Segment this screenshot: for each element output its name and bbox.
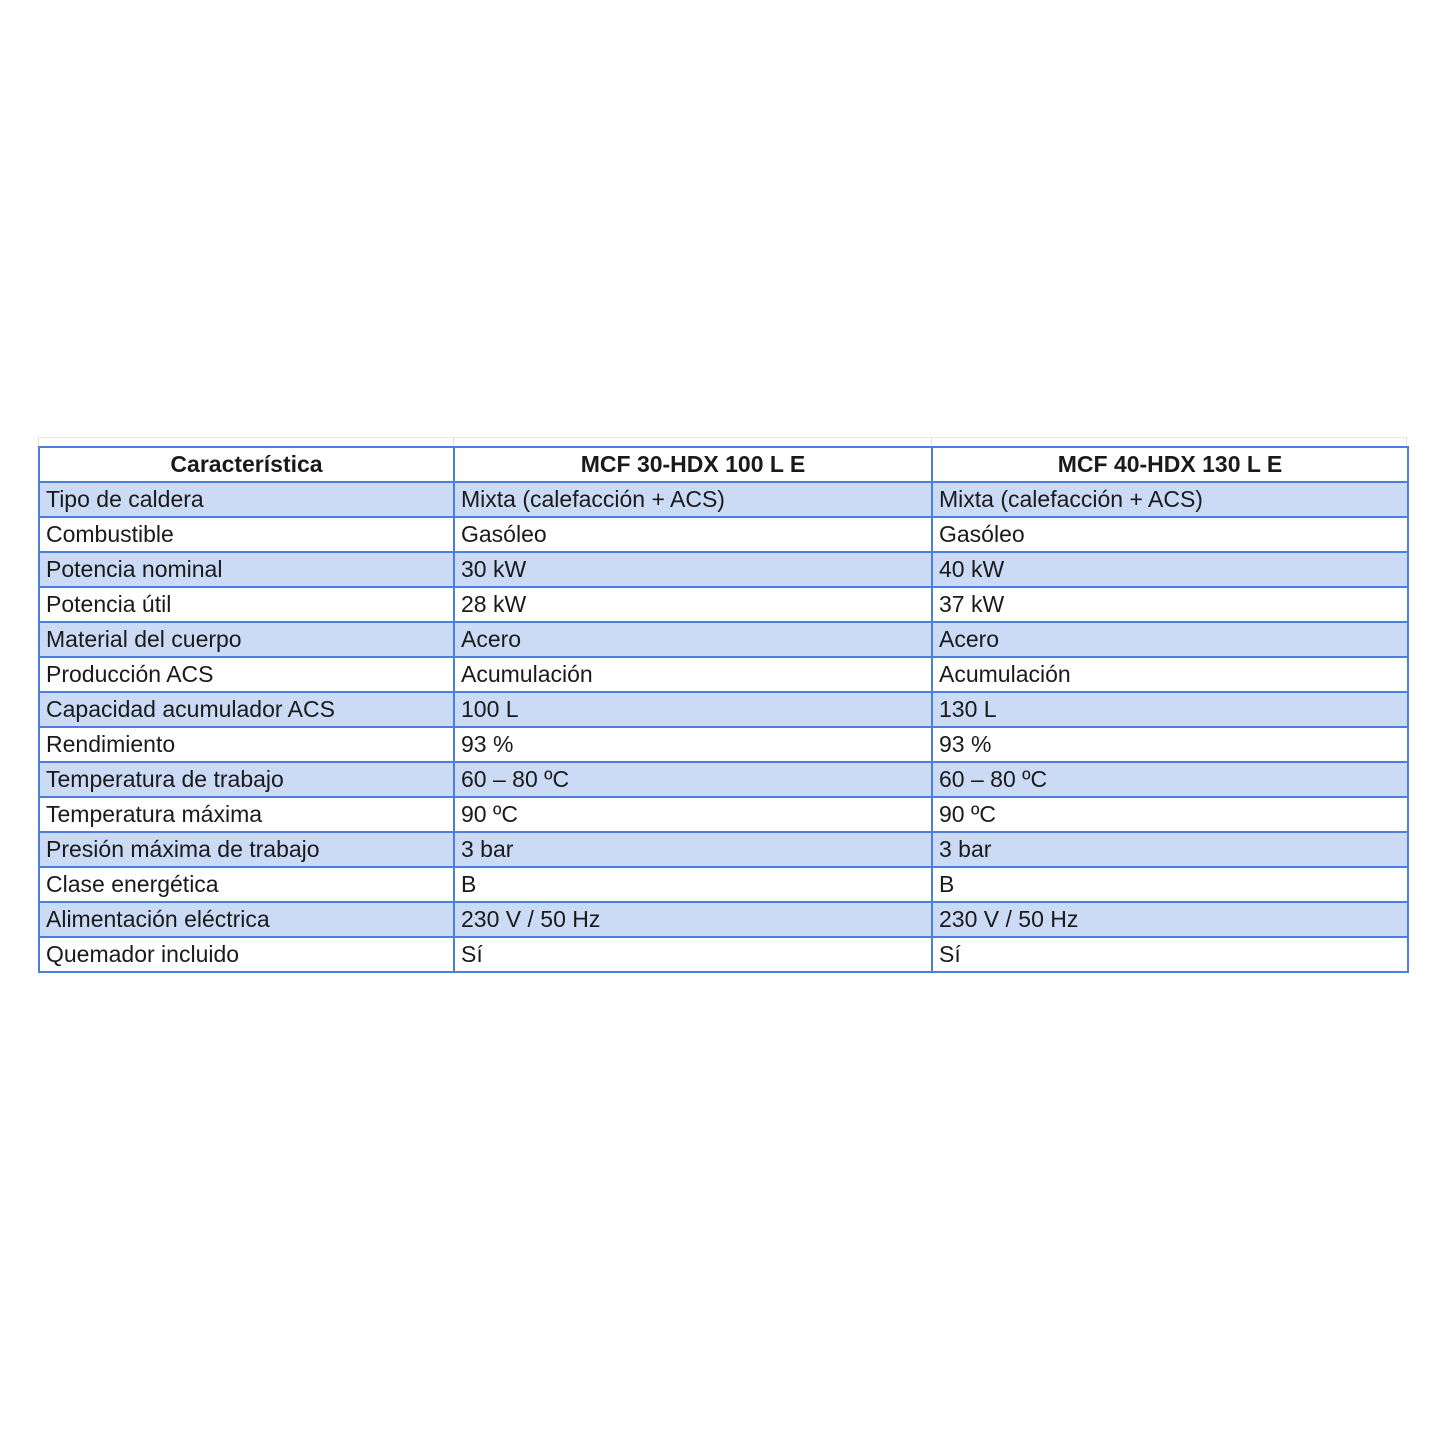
cell-model-40[interactable]: 60 – 80 ºC bbox=[932, 762, 1408, 797]
table-row bbox=[39, 797, 1408, 832]
gridline-top bbox=[38, 437, 1407, 438]
cell-model-30[interactable]: 60 – 80 ºC bbox=[454, 762, 932, 797]
row-label[interactable]: Presión máxima de trabajo bbox=[39, 832, 454, 867]
cell-model-30[interactable]: Gasóleo bbox=[454, 517, 932, 552]
cell-model-40[interactable]: 90 ºC bbox=[932, 797, 1408, 832]
row-label[interactable]: Material del cuerpo bbox=[39, 622, 454, 657]
cell-model-30[interactable]: Sí bbox=[454, 937, 932, 972]
cell-model-30[interactable]: 230 V / 50 Hz bbox=[454, 902, 932, 937]
row-label[interactable]: Quemador incluido bbox=[39, 937, 454, 972]
table-row bbox=[39, 587, 1408, 622]
row-label[interactable]: Alimentación eléctrica bbox=[39, 902, 454, 937]
row-label[interactable]: Clase energética bbox=[39, 867, 454, 902]
header-model-30[interactable]: MCF 30-HDX 100 L E bbox=[454, 447, 932, 482]
cell-model-40[interactable]: 37 kW bbox=[932, 587, 1408, 622]
cell-model-30[interactable]: 28 kW bbox=[454, 587, 932, 622]
cell-model-40[interactable]: 130 L bbox=[932, 692, 1408, 727]
header-model-40[interactable]: MCF 40-HDX 130 L E bbox=[932, 447, 1408, 482]
cell-model-40[interactable]: 93 % bbox=[932, 727, 1408, 762]
cell-model-30[interactable]: 30 kW bbox=[454, 552, 932, 587]
row-label[interactable]: Combustible bbox=[39, 517, 454, 552]
cell-model-40[interactable]: B bbox=[932, 867, 1408, 902]
table-row bbox=[39, 762, 1408, 797]
table-row bbox=[39, 902, 1408, 937]
spec-comparison-table bbox=[38, 446, 1409, 973]
row-label[interactable]: Rendimiento bbox=[39, 727, 454, 762]
table-row bbox=[39, 657, 1408, 692]
row-label[interactable]: Temperatura máxima bbox=[39, 797, 454, 832]
row-label[interactable]: Potencia nominal bbox=[39, 552, 454, 587]
table-row bbox=[39, 937, 1408, 972]
header-row bbox=[39, 447, 1408, 482]
cell-model-30[interactable]: Acumulación bbox=[454, 657, 932, 692]
row-label[interactable]: Tipo de caldera bbox=[39, 482, 454, 517]
cell-model-30[interactable]: 100 L bbox=[454, 692, 932, 727]
row-label[interactable]: Capacidad acumulador ACS bbox=[39, 692, 454, 727]
cell-model-30[interactable]: 3 bar bbox=[454, 832, 932, 867]
cell-model-40[interactable]: 40 kW bbox=[932, 552, 1408, 587]
table-row bbox=[39, 552, 1408, 587]
cell-model-30[interactable]: 90 ºC bbox=[454, 797, 932, 832]
cell-model-40[interactable]: Mixta (calefacción + ACS) bbox=[932, 482, 1408, 517]
table-row bbox=[39, 692, 1408, 727]
cell-model-40[interactable]: 3 bar bbox=[932, 832, 1408, 867]
row-label[interactable]: Producción ACS bbox=[39, 657, 454, 692]
row-label[interactable]: Potencia útil bbox=[39, 587, 454, 622]
table-row bbox=[39, 517, 1408, 552]
cell-model-40[interactable]: Sí bbox=[932, 937, 1408, 972]
cell-model-40[interactable]: 230 V / 50 Hz bbox=[932, 902, 1408, 937]
table-row bbox=[39, 482, 1408, 517]
cell-model-30[interactable]: Acero bbox=[454, 622, 932, 657]
table-row bbox=[39, 622, 1408, 657]
cell-model-40[interactable]: Acumulación bbox=[932, 657, 1408, 692]
cell-model-30[interactable]: 93 % bbox=[454, 727, 932, 762]
table-row bbox=[39, 727, 1408, 762]
cell-model-40[interactable]: Gasóleo bbox=[932, 517, 1408, 552]
cell-model-40[interactable]: Acero bbox=[932, 622, 1408, 657]
row-label[interactable]: Temperatura de trabajo bbox=[39, 762, 454, 797]
header-caracteristica[interactable]: Característica bbox=[39, 447, 454, 482]
cell-model-30[interactable]: B bbox=[454, 867, 932, 902]
table-row bbox=[39, 832, 1408, 867]
table-row bbox=[39, 867, 1408, 902]
cell-model-30[interactable]: Mixta (calefacción + ACS) bbox=[454, 482, 932, 517]
